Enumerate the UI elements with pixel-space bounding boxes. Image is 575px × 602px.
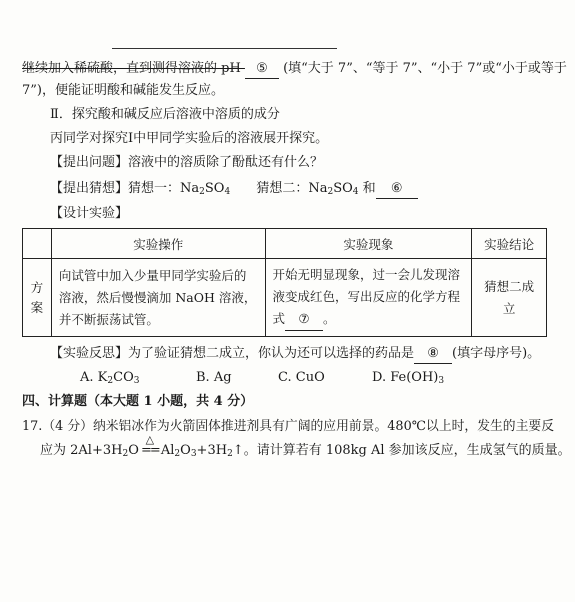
line-1-post: (填“大于 7”、“等于 7”、“小于 7”或“小于或等于 — [278, 61, 567, 76]
phenomenon-cell — [265, 259, 472, 337]
option-d-sub: 3 — [438, 376, 445, 386]
section-4-title: 四、计算题（本大题 1 小题，共 4 分） — [22, 394, 254, 409]
option-a-sub2: 3 — [133, 376, 140, 386]
q17-eq-rest: ↑。请计算若有 108kg Al 参加该反应，生成氢气的质量。 — [232, 443, 571, 458]
line-2: 7”)，便能证明酸和碱能发生反应。 — [22, 83, 224, 98]
blank-8: ⑧ — [414, 345, 452, 364]
option-c-text: CuO — [295, 370, 325, 385]
option-a — [80, 369, 139, 390]
line-1 — [22, 60, 567, 79]
hypothesis-two-tail: SO — [333, 181, 353, 196]
hypothesis-one: 猜想一：Na — [128, 181, 200, 196]
reflection-text: 为了验证猜想二成立，你认为还可以选择的药品是 — [128, 346, 415, 361]
option-a-text2: CO — [113, 370, 134, 385]
hypothesis-two: 猜想二：Na — [256, 181, 328, 196]
section-2-title: Ⅱ．探究酸和碱反应后溶液中溶质的成分 — [50, 107, 280, 122]
option-b-text: Ag — [213, 370, 232, 385]
q17-eq-pre: 应为 2Al+3H — [40, 443, 123, 458]
q17-eq-al: Al — [160, 443, 175, 458]
line-1-pre: 继续加入稀硫酸，直到测得溶液的 pH — [22, 61, 245, 76]
blank-5: ⑤ — [245, 60, 279, 79]
question-text: 溶液中的溶质除了酚酞还有什么？ — [128, 155, 324, 170]
hypothesis-one-sub: 2 — [199, 187, 205, 197]
table-header-row — [23, 229, 547, 259]
table-corner-cell — [23, 229, 52, 259]
q17-eq-o3: O — [180, 443, 191, 458]
option-d-letter: D. — [372, 370, 387, 385]
reflection-label: 【实验反思】 — [50, 346, 129, 361]
blank-6: ⑥ — [376, 180, 418, 199]
intro-text: 丙同学对探究Ⅰ中甲同学实验后的溶液展开探究。 — [50, 131, 329, 146]
hypothesis-two-sub: 2 — [327, 187, 334, 197]
operation-cell — [51, 259, 265, 337]
conclusion-text: 猜想二成立 — [484, 278, 535, 316]
question-line — [50, 154, 323, 172]
question-label: 【提出问题】 — [50, 155, 129, 170]
hypothesis-one-sub2: 4 — [224, 187, 231, 197]
reflection-line — [50, 345, 540, 364]
heat-condition — [139, 433, 161, 460]
phenomenon-text: 开始无明显现象，过一会儿发现溶液变成红色，写出反应的化学方程式 — [272, 267, 461, 326]
table-row — [23, 259, 547, 337]
conclusion-cell — [472, 259, 547, 337]
header-phenomenon: 实验现象 — [265, 229, 472, 259]
row-label: 方案 — [30, 279, 44, 315]
header-conclusion: 实验结论 — [472, 229, 547, 259]
option-a-sub: 2 — [107, 376, 114, 386]
option-d — [372, 369, 444, 390]
option-c-letter: C. — [278, 370, 292, 385]
q17-eq-o: O — [128, 443, 139, 458]
hypothesis-one-tail: SO — [204, 181, 225, 196]
option-c — [278, 369, 325, 387]
header-operation: 实验操作 — [51, 229, 265, 259]
option-a-text: K — [97, 370, 108, 385]
phenomenon-wrap — [267, 260, 471, 335]
equals-sign: == — [140, 443, 159, 458]
q17-eq-al-sub: 2 — [174, 449, 181, 459]
delta-icon: △ — [145, 433, 155, 446]
hypothesis-line — [50, 180, 418, 201]
hypothesis-two-and: 和 — [358, 181, 376, 196]
phenomenon-end: 。 — [323, 311, 336, 326]
q17-eq-h-sub: 2 — [227, 449, 233, 459]
hypothesis-label: 【提出猜想】 — [50, 181, 129, 196]
q17-line-1: 17.（4 分）纳米铝冰作为火箭固体推进剂具有广阔的应用前景。480℃以上时，发生的主要反 — [22, 419, 554, 434]
q17-line-2 — [40, 433, 571, 463]
top-rule — [112, 48, 337, 49]
option-a-letter: A. — [80, 370, 94, 385]
blank-7: ⑦ — [285, 308, 323, 331]
option-b-letter: B. — [196, 370, 210, 385]
q17-eq-sub1: 2 — [122, 449, 129, 459]
row-label-cell — [23, 259, 52, 337]
q17-eq-h: +3H — [196, 443, 228, 458]
design-label: 【设计实验】 — [50, 206, 129, 221]
q17-eq-o3-sub: 3 — [190, 449, 197, 459]
option-d-text: Fe(OH) — [390, 370, 439, 385]
option-b — [196, 369, 232, 387]
hypothesis-two-sub2: 4 — [352, 187, 359, 197]
experiment-table — [22, 228, 547, 337]
operation-text: 向试管中加入少量甲同学实验后的溶液，然后慢慢滴加 NaOH 溶液，并不断振荡试管。 — [58, 267, 257, 327]
reflection-tail: (填字母序号)。 — [452, 346, 541, 361]
